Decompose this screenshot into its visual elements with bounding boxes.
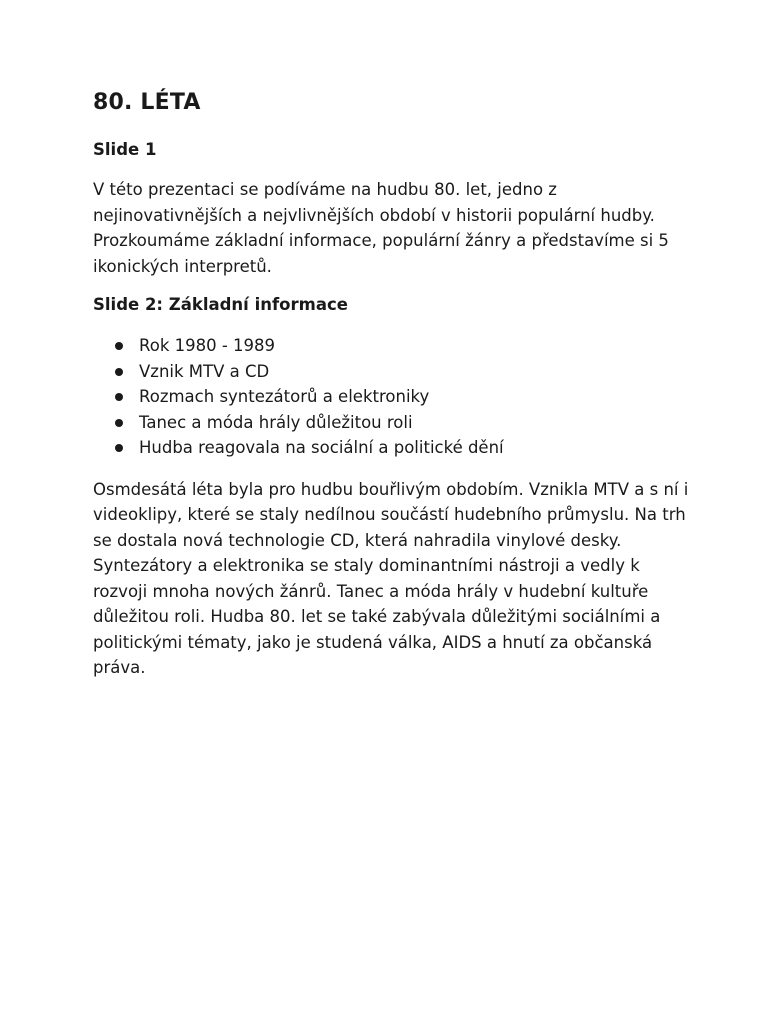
- list-item: [93, 384, 693, 410]
- bullet-dot-icon: [115, 342, 123, 350]
- list-item: [93, 359, 693, 385]
- list-item-text: Rok 1980 - 1989: [139, 336, 276, 355]
- list-item-text: Rozmach syntezátorů a elektroniky: [139, 387, 430, 406]
- list-item-text: Tanec a móda hrály důležitou roli: [139, 412, 413, 432]
- document-page: [93, 86, 693, 681]
- slide1-paragraph: V této prezentaci se podíváme na hudbu 80. let, jedno z nejinovativnějších a nejvlivnějších období v historii populární hudby. Prozkoumáme základní informace, populární žánry a představíme si 5 ikonických interpretů.: [93, 180, 669, 276]
- slide2-paragraph: Osmdesátá léta byla pro hudbu bouřlivým obdobím. Vznikla MTV a s ní i videoklipy, které se staly nedílnou součástí hudebního průmyslu. Na trh se dostala nová technologie CD, která nahradila vinylové desky. Syntezátory a elektronika se staly dominantními nástroji a vedly k rozvoji mnoha nových žánrů. Tanec a móda hrály v hudební kultuře důležitou roli. Hudba 80. let se také zabývala důležitými sociálními a politickými tématy, jako je studená válka, AIDS a hnutí za občanská práva.: [93, 479, 689, 677]
- slide2-heading: Slide 2: Základní informace: [93, 295, 348, 314]
- document-title: 80. LÉTA: [93, 90, 201, 115]
- list-item-text: Vznik MTV a CD: [139, 361, 270, 381]
- list-item: [93, 435, 693, 461]
- bullet-dot-icon: [115, 444, 123, 452]
- list-item: [93, 410, 693, 436]
- slide2-bullet-list: [93, 333, 693, 461]
- list-item: [93, 333, 693, 359]
- list-item-text: Hudba reagovala na sociální a politické dění: [139, 438, 504, 457]
- bullet-dot-icon: [115, 393, 123, 401]
- slide1-heading: Slide 1: [93, 140, 157, 159]
- bullet-dot-icon: [115, 419, 123, 427]
- bullet-dot-icon: [115, 368, 123, 376]
